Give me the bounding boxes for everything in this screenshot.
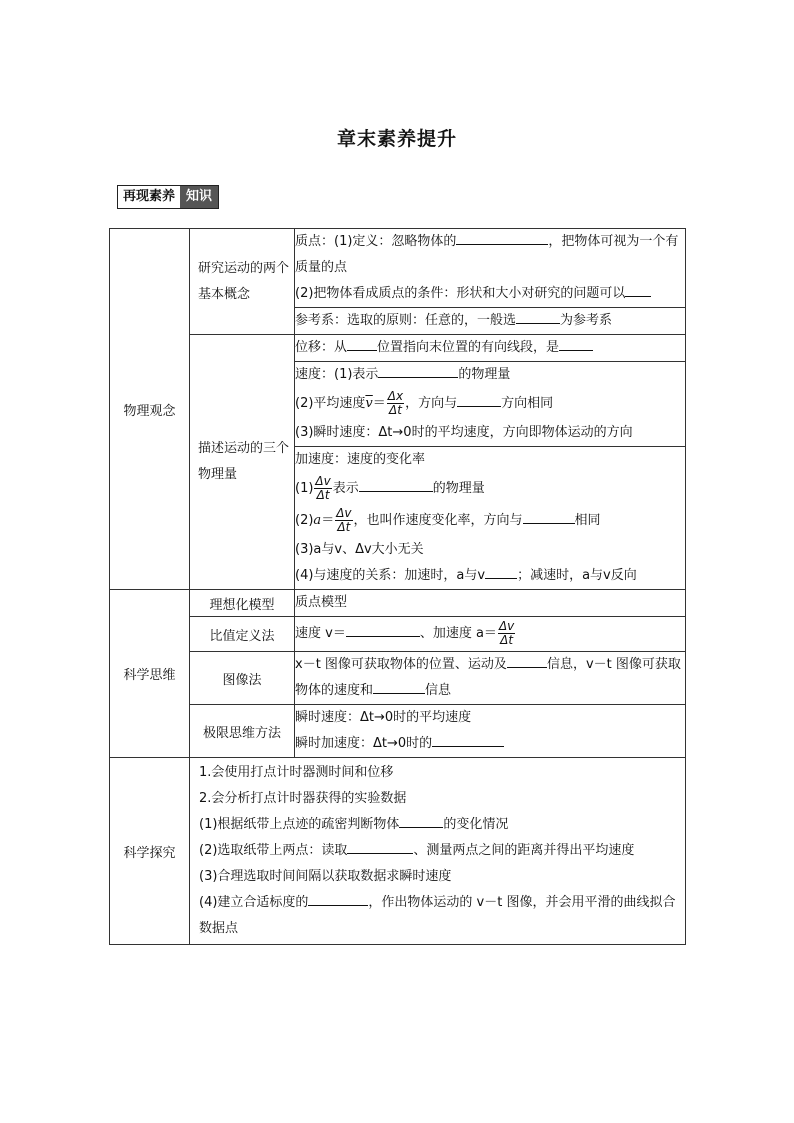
- page-title: 章末素养提升: [336, 128, 457, 150]
- limit-method-label: 极限思维方法: [190, 705, 295, 758]
- category-science-inquiry: 科学探究: [110, 758, 190, 945]
- table-row: [110, 705, 686, 758]
- answer-blank[interactable]: [559, 335, 593, 351]
- table-row: [110, 335, 686, 362]
- ratio-method-cell: 速度 v＝ 、加速度 a＝ $\frac{\Delta v}{\Delta t}$: [295, 617, 686, 652]
- ratio-method-label: 比值定义法: [190, 617, 295, 652]
- dv-dt-fraction: $\frac{\Delta v}{\Delta t}$: [315, 474, 331, 502]
- answer-blank[interactable]: [457, 391, 501, 407]
- avg-velocity-fraction: $\frac{\Delta x}{\Delta t}$: [387, 389, 404, 417]
- category-science-thinking: 科学思维: [110, 590, 190, 758]
- ideal-model-value: 质点模型: [295, 590, 686, 617]
- quantities-label: 描述运动的三个物理量: [190, 335, 295, 590]
- accel-fraction: $\frac{\Delta v}{\Delta t}$: [336, 506, 352, 534]
- answer-blank[interactable]: [378, 362, 458, 378]
- answer-blank[interactable]: [308, 890, 368, 906]
- answer-blank[interactable]: [346, 621, 420, 637]
- answer-blank[interactable]: [373, 678, 425, 694]
- table-row: [110, 617, 686, 652]
- answer-blank[interactable]: [347, 838, 413, 854]
- answer-blank[interactable]: [485, 563, 517, 579]
- frame-cell: 参考系：选取的原则：任意的，一般选 为参考系: [295, 308, 686, 335]
- graph-method-cell: x－t 图像可获取物体的位置、运动及 信息，v－t 图像可获取物体的速度和 信息: [295, 652, 686, 705]
- answer-blank[interactable]: [456, 229, 548, 245]
- velocity-cell: 速度：(1)表示 的物理量 (2)平均速度$\overline{v}=$ $\frac{\Delta x}{\Delta t}$ ，方向与 方向相同 (3)瞬时速度：Δt→0时的平均速度，方向即物体运动的方向: [295, 362, 686, 447]
- table-row: [110, 590, 686, 617]
- table-row: [110, 652, 686, 705]
- ideal-model-label: 理想化模型: [190, 590, 295, 617]
- table-row: [110, 229, 686, 308]
- acceleration-cell: 加速度：速度的变化率 (1) $\frac{\Delta v}{\Delta t}$ 表示 的物理量 (2)a＝ $\frac{\Delta v}{\Delta t}$ ，也叫作速度变化率，方向与 相同 (3)a与v、Δv大小无关 (4)与速度的关系：加速时，a与v ；减速时，a与v反向: [295, 447, 686, 590]
- ratio-fraction: $\frac{\Delta v}{\Delta t}$: [498, 619, 515, 647]
- displacement-cell: 位移：从 位置指向末位置的有向线段，是: [295, 335, 686, 362]
- answer-blank[interactable]: [359, 476, 433, 492]
- badge-left: 再现素养: [118, 186, 180, 208]
- limit-method-cell: 瞬时速度：Δt→0时的平均速度 瞬时加速度：Δt→0时的: [295, 705, 686, 758]
- category-physics-view: 物理观念: [110, 229, 190, 590]
- inquiry-cell: 1.会使用打点计时器测时间和位移 2.会分析打点计时器获得的实验数据 (1)根据纸带上点迹的疏密判断物体 的变化情况 (2)选取纸带上两点：读取 、测量两点之间的距离并得出平均速度 (3)合理选取时间间隔以获取数据求瞬时速度 (4)建立合适标度的 ，作出物体运动的 v－t 图像，并会用平滑的曲线拟合数据点: [190, 758, 686, 945]
- answer-blank[interactable]: [523, 508, 575, 524]
- section-badge: [117, 185, 219, 209]
- answer-blank[interactable]: [507, 652, 547, 668]
- concepts-label: 研究运动的两个基本概念: [190, 229, 295, 335]
- answer-blank[interactable]: [625, 281, 651, 297]
- answer-blank[interactable]: [347, 335, 377, 351]
- badge-right: 知识: [180, 186, 218, 208]
- particle-cell: 质点：(1)定义：忽略物体的 ，把物体可视为一个有质量的点 (2)把物体看成质点的条件：形状和大小对研究的问题可以: [295, 229, 686, 308]
- table-row: [110, 758, 686, 945]
- graph-method-label: 图像法: [190, 652, 295, 705]
- answer-blank[interactable]: [516, 308, 560, 324]
- answer-blank[interactable]: [432, 731, 504, 747]
- answer-blank[interactable]: [399, 812, 443, 828]
- knowledge-table: [109, 228, 686, 945]
